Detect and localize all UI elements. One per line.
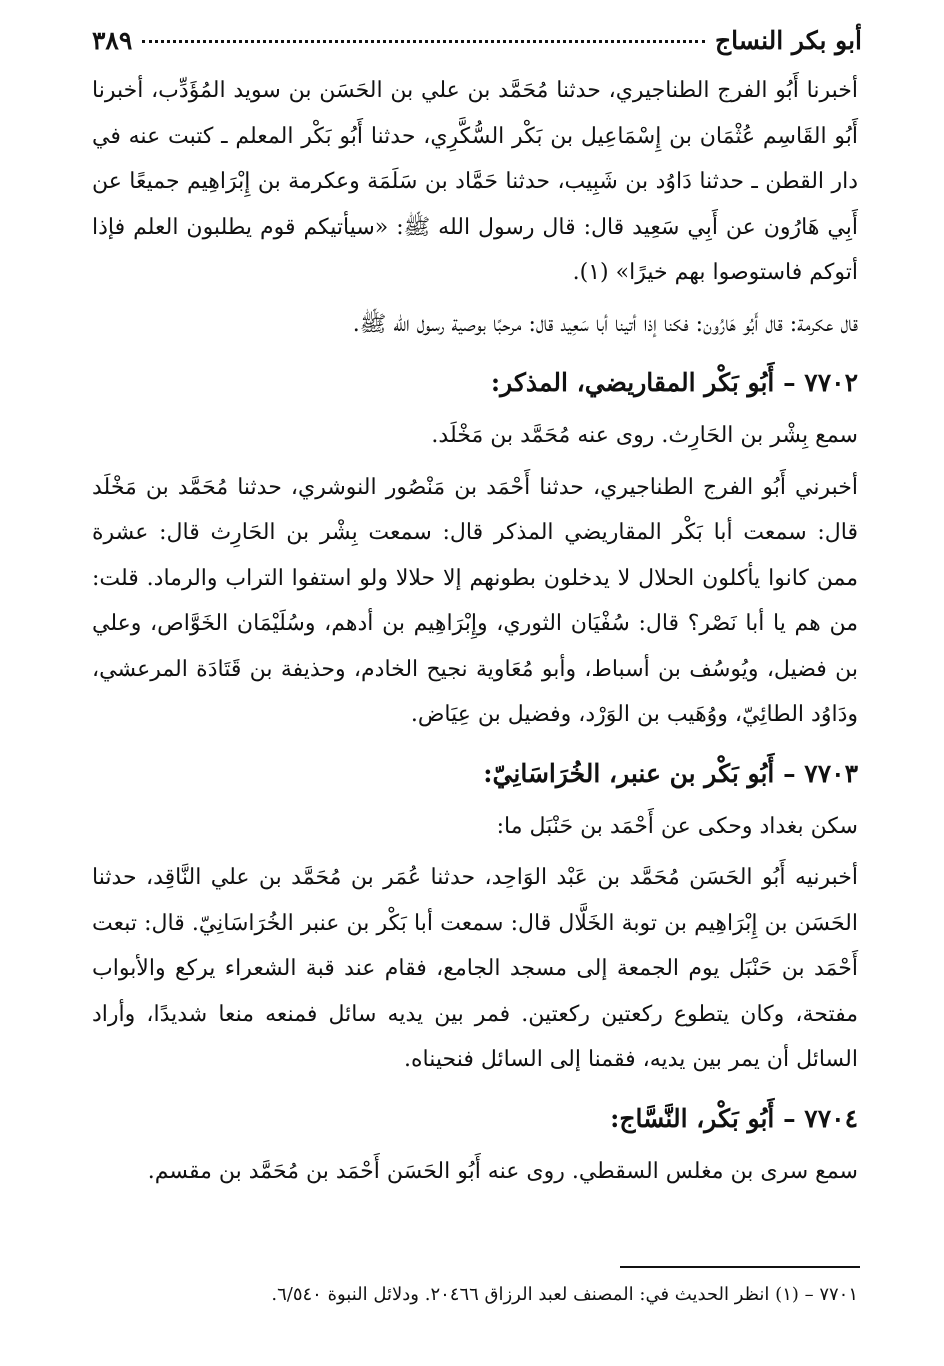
entry-heading-7702: ٧٧٠٢ – أَبُو بَكْر المقاريضي، المذكر: bbox=[490, 368, 858, 397]
footnote-separator bbox=[620, 1266, 860, 1268]
paragraph-ikrima-statement: قال عكرمة: قال أَبُو هَارُون: فكنا إذا أتينا أبا سَعِيد قال: مرحبًا بوصية رسول الله ﷺ. bbox=[352, 311, 858, 337]
running-header bbox=[92, 26, 862, 66]
page-body bbox=[92, 68, 858, 1194]
running-title: أبو بكر النساج bbox=[715, 26, 862, 55]
page-number: ٣٨٩ bbox=[92, 26, 133, 55]
paragraph-hadith-7701: أخبرنا أَبُو الفرج الطناجيري، حدثنا مُحَمَّد بن علي بن الحَسَن بن سويد المُؤَدِّب، أخبرنا أَبُو القَاسِم عُثْمَان بن إِسْمَاعِيل بن بَكْر السُّكَّرِي، حدثنا أَبُو بَكْر المعلم ـ كتبت عنه في دار القطن ـ حدثنا دَاوُد بن شَبِيب، حدثنا حَمَّاد بن سَلَمَة وعكرمة بن إِبْرَاهِيم جميعًا عن أَبِي هَارُون عن أَبِي سَعِيد قال: قال رسول الله ﷺ: «سيأتيكم قوم يطلبون العلم فإذا أتوكم فاستوصوا بهم خيرًا» (١). bbox=[92, 78, 858, 285]
paragraph-7702-narration: أخبرني أَبُو الفرج الطناجيري، حدثنا أَحْمَد بن مَنْصُور النوشري، حدثنا مُحَمَّد بن مَخْلَد قال: سمعت أبا بَكْر المقاريضي المذكر قال: سمعت بِشْر بن الحَارِث قال: عشرة ممن كانوا يأكلون الحلال لا يدخلون بطونهم إلا حلالا ولو استفوا التراب والرماد. قلت: من هم يا أبا نَصْر؟ قال: سُفْيَان الثوري، وإِبْرَاهِيم بن أدهم، وسُلَيْمَان الخَوَّاص، وعلي بن فضيل، ويُوسُف بن أسباط، وأبو مُعَاوية نجيح الخادم، وحذيفة بن قَتَادَة المرعشي، ودَاوُد الطائِيّ، ووُهَيب بن الوَرْد، وفضيل بن عِيَاض. bbox=[92, 474, 858, 727]
paragraph-7704-intro: سمع سرى بن مغلس السقطي. روى عنه أَبُو الحَسَن أَحْمَد بن مُحَمَّد بن مقسم. bbox=[147, 1158, 858, 1184]
footnote: ٧٧٠١ – (١) انظر الحديث في: المصنف لعبد الرزاق ٢٠٤٦٦. ودلائل النبوة ٦/٥٤٠. bbox=[271, 1284, 858, 1305]
paragraph-7703-narration: أخبرنيه أَبُو الحَسَن مُحَمَّد بن عَبْد الوَاحِد، حدثنا عُمَر بن مُحَمَّد بن علي النَّاقِد، حدثنا الحَسَن بن إِبْرَاهِيم بن توبة الخَلَّال قال: سمعت أبا بَكْر بن عنبر الخُرَاسَانِيّ. قال: تبعت أَحْمَد بن حَنْبَل يوم الجمعة إلى مسجد الجامع، فقام عند قبة الشعراء يركع والأبواب مفتحة، وكان يتطوع ركعتين ركعتين. فمر بين يديه سائل فمنعه منعا شديدًا، وأراد السائل أن يمر بين يديه، فقمنا إلى السائل فنحيناه. bbox=[92, 865, 858, 1072]
entry-heading-7704: ٧٧٠٤ – أَبُو بَكْر، النَّسَّاج: bbox=[610, 1103, 858, 1133]
entry-heading-7703: ٧٧٠٣ – أَبُو بَكْر بن عنبر، الخُرَاسَانِيّ: bbox=[483, 758, 858, 788]
paragraph-7703-intro: سكن بغداد وحكى عن أَحْمَد بن حَنْبَل ما: bbox=[496, 813, 858, 839]
header-dot-leader bbox=[142, 40, 705, 43]
paragraph-7702-intro: سمع بِشْر بن الحَارِث. روى عنه مُحَمَّد بن مَخْلَد. bbox=[431, 423, 858, 448]
